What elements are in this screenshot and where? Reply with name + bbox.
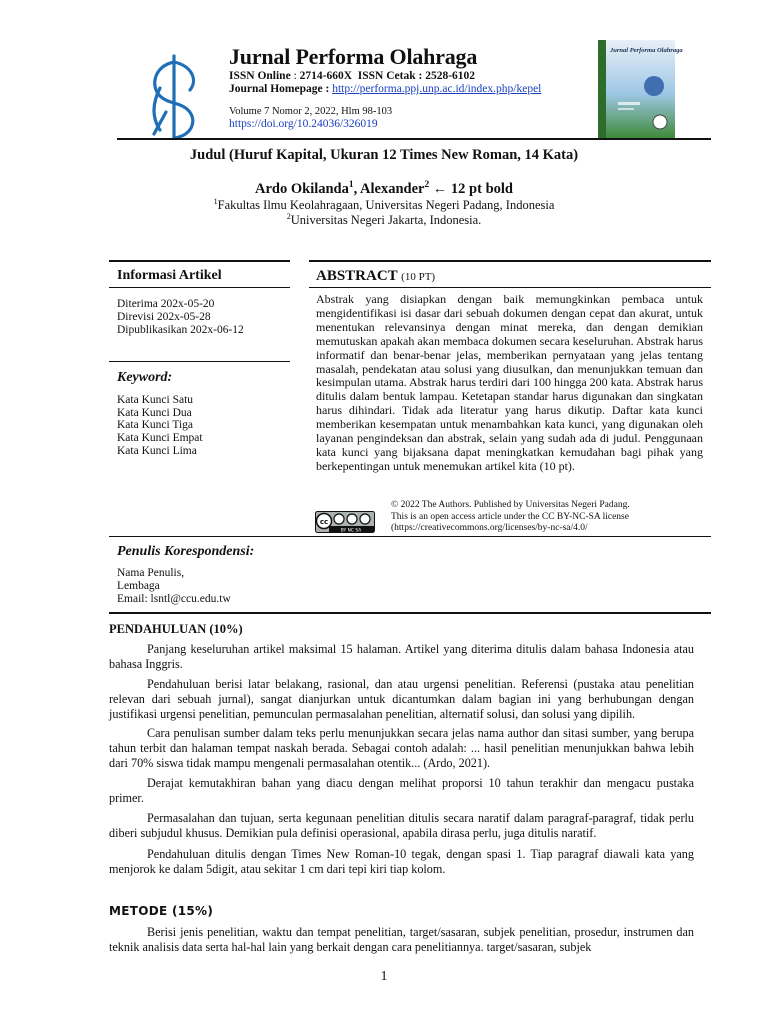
volume-info: Volume 7 Nomor 2, 2022, Hlm 98-103 [229, 106, 393, 117]
keyword-heading: Keyword: [117, 370, 173, 385]
paragraph: Derajat kemutakhiran bahan yang diacu dengan melihat proporsi 10 tahun terakhir dan mengacu pustaka primer. [109, 776, 694, 805]
corr-institution: Lembaga [117, 580, 160, 592]
homepage-link[interactable]: http://performa.ppj.unp.ac.id/index.php/kepel [332, 83, 542, 95]
abstract-size-note: (10 PT) [401, 271, 436, 283]
keyword-rule [109, 361, 290, 362]
cover-title: Jurnal Performa Olahraga [610, 47, 683, 54]
paper-title: Judul (Huruf Kapital, Ukuran 12 Times New Roman, 14 Kata) [189, 147, 579, 163]
author-2-sup: 2 [424, 180, 430, 191]
homepage-label: Journal Homepage : [229, 83, 330, 95]
affiliation-1-text: Fakultas Ilmu Keolahragaan, Universitas Negeri Padang, Indonesia [217, 198, 555, 212]
keyword-item: Kata Kunci Satu [117, 394, 194, 406]
license-line-3[interactable]: (https://creativecommons.org/licenses/by-nc-sa/4.0/ [391, 523, 588, 533]
correspondence-rule [109, 536, 711, 537]
journal-cover-image [598, 40, 683, 138]
journal-name: Jurnal Performa Olahraga [229, 44, 478, 69]
issn-line: ISSN Online : 2714-660X ISSN Cetak : 2528-6102 [229, 70, 476, 82]
author-2: , Alexander [353, 181, 425, 197]
affiliation-1-sup: 1 [213, 196, 218, 206]
section-heading-pendahuluan: PENDAHULUAN (10%) [109, 622, 243, 636]
issn-online: 2714-660X [299, 70, 353, 82]
page-number: 1 [380, 969, 388, 984]
homepage-line [229, 83, 541, 95]
info-top-rule [109, 260, 290, 262]
front-matter-bottom-rule [109, 612, 711, 614]
license-line-1: © 2022 The Authors. Published by Universitas Negeri Padang. [391, 500, 630, 510]
date-received: Diterima 202x-05-20 [117, 298, 215, 310]
abstract-top-rule [309, 260, 711, 262]
keyword-item: Kata Kunci Tiga [117, 419, 194, 431]
issn-online-label: ISSN Online [229, 70, 291, 82]
date-revised: Direvisi 202x-05-28 [117, 311, 211, 323]
affiliation-2-sup: 2 [286, 211, 291, 221]
paragraph: Cara penulisan sumber dalam teks perlu menunjukkan secara jelas nama author dan sitasi sumber, yang berupa tahun terbit dan halaman tempat naskah berada. Sebagai contoh adalah: ... hasil penelitian menunjukkan bahwa lebih dari 70% siswa tidak mampu mengenali permasalahan otentik... (Ardo, 2021). [109, 726, 694, 770]
author-note: ← 12 pt bold [429, 181, 513, 197]
license-line-2: This is an open access article under the CC BY-NC-SA license [391, 511, 629, 522]
keyword-item: Kata Kunci Empat [117, 432, 203, 444]
paragraph: Pendahuluan ditulis dengan Times New Roman-10 tegak, dengan spasi 1. Tiap paragraf diawali kata yang menjorok ke dalam 5digit, atau sekitar 1 cm dari tepi kiri tiap kolom. [109, 847, 694, 876]
doi-link[interactable]: https://doi.org/10.24036/326019 [229, 118, 378, 130]
author-line [0, 181, 768, 198]
header-rule [117, 138, 711, 140]
info-sub-rule [109, 287, 290, 288]
paragraph: Pendahuluan berisi latar belakang, rasional, dan atau urgensi penelitian. Referensi (pustaka atau penelitian relevan dari sebuah jurnal), sangat dianjurkan untuk dicantumkan dalam bagian ini yang berhubungan dengan justifikasi urgensi penelitian, pemunculan permasalahan penelitian, alternatif solusi, dan solusi yang dipilih. [109, 677, 694, 721]
cc-license-badge[interactable] [315, 511, 375, 533]
abstract-title: ABSTRACT [316, 268, 398, 284]
section-heading-metode: METODE (15%) [109, 904, 214, 918]
issn-print: ISSN Cetak : 2528-6102 [357, 70, 476, 82]
paragraph: Berisi jenis penelitian, waktu dan tempat penelitian, target/sasaran, subjek penelitian, prosedur, instrumen dan teknik analisis data serta hal-hal lain yang berkait dengan cara penelitiannya. target/sasaran, subjek [109, 925, 694, 954]
author-1-sup: 1 [348, 180, 354, 191]
cc-badge-label: BY NC SA [340, 528, 362, 534]
correspondence-heading: Penulis Korespondensi: [117, 544, 255, 559]
keyword-item: Kata Kunci Dua [117, 407, 192, 419]
keyword-item: Kata Kunci Lima [117, 445, 197, 457]
article-info-heading: Informasi Artikel [117, 268, 222, 283]
license-text [391, 500, 691, 535]
paragraph: Panjang keseluruhan artikel maksimal 15 halaman. Artikel yang diterima ditulis dalam bahasa Indonesia atau bahasa Inggris. [109, 642, 694, 671]
corr-name: Nama Penulis, [117, 567, 185, 579]
affiliation-2-text: Universitas Negeri Jakarta, Indonesia. [290, 213, 482, 227]
doi-line [229, 118, 378, 130]
corr-email: Email: lsntl@ccu.edu.tw [117, 593, 231, 605]
abstract-sub-rule [309, 287, 711, 288]
abstract-body: Abstrak yang disiapkan dengan baik memungkinkan pembaca untuk mengidentifikasi isi dasar dari sebuah dokumen dengan cepat dan akurat, untuk menentukan relevansinya dengan minat mereka, dan dengan demikian memutuskan apakah akan membaca dokumen secara keseluruhan. Abstrak harus informatif dan benar-benar jelas, memberikan pernyataan yang jelas tentang masalah, pendekatan atau solusi yang diusulkan, dan menunjukkan temuan dan kesimpulan utama. Abstrak harus terdiri dari 100 hingga 200 kata. Abstrak harus ditulis dalam bentuk lampau. Ketetapan standar harus digunakan dan singkatan harus dihindari. Tidak ada literatur yang harus dikutip. Daftar kata kunci memberikan kesempatan untuk menambahkan kata kunci, yang digunakan oleh layanan pengindeksan dan abstrak, selain yang sudah ada di judul. Penggunaan kata kunci yang bijaksana dapat meningkatkan kemudahan bagi pihak yang berkepentingan untuk menemukan artikel kita (10 pt). [316, 292, 703, 473]
journal-logo [146, 52, 202, 142]
affiliation-2 [0, 213, 768, 228]
affiliation-1 [0, 198, 768, 213]
author-1: Ardo Okilanda [255, 181, 349, 197]
date-published: Dipublikasikan 202x-06-12 [117, 324, 244, 336]
abstract-heading [316, 268, 435, 285]
paragraph: Permasalahan dan tujuan, serta kegunaan penelitian ditulis secara naratif dalam paragraf-paragraf, tidak perlu diberi subjudul khusus. Demikian pula definisi operasional, apabila dirasa perlu, juga ditulis naratif. [109, 811, 694, 840]
svg-text:cc: cc [319, 518, 329, 526]
